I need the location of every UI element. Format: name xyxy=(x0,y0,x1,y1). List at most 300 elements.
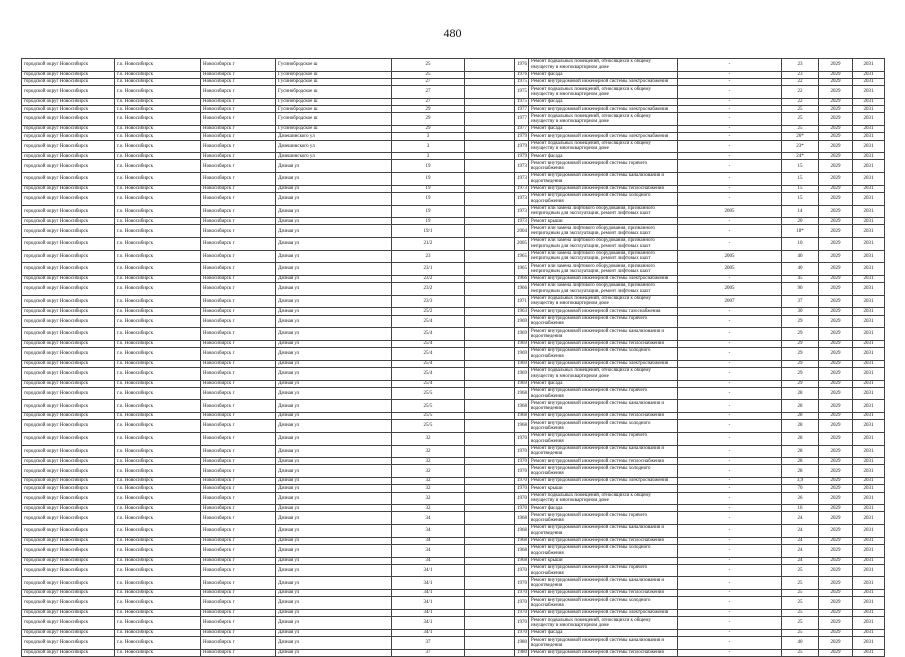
start-year-cell: 2029 xyxy=(819,485,853,492)
district-cell: г.о. Новосибирск xyxy=(115,218,201,225)
last-repair-year-cell: 2005 xyxy=(678,283,782,296)
city-cell: Новосибирск г xyxy=(201,629,276,636)
wear-cell: 22 xyxy=(782,78,819,85)
last-repair-year-cell: - xyxy=(678,557,782,564)
wear-cell: 14 xyxy=(782,205,819,218)
house-number-cell: 25/4 xyxy=(392,315,465,328)
spacer-cell xyxy=(465,238,515,251)
end-year-cell: 2031 xyxy=(853,637,885,650)
district-cell: г.о. Новосибирск xyxy=(115,133,201,140)
wear-cell: 40 xyxy=(782,263,819,276)
district-cell: г.о. Новосибирск xyxy=(115,125,201,132)
work-type-cell: Ремонт внутридомовой инженерной системы канализования и водоотведения xyxy=(529,637,678,650)
street-cell: Гусинобродское ш xyxy=(276,78,392,85)
municipality-cell: городской округ Новосибирск xyxy=(22,420,115,433)
build-year-cell: 1968 xyxy=(515,400,529,413)
wear-cell: 23 xyxy=(782,71,819,78)
work-type-cell: Ремонт фасада xyxy=(529,98,678,105)
table-row xyxy=(22,225,885,238)
wear-cell: 40 xyxy=(782,637,819,650)
build-year-cell: 1968 xyxy=(515,512,529,525)
table-row xyxy=(22,275,885,282)
work-type-cell: Ремонт подвальных помещений, относящихся к общему имуществу в многоквартирном доме xyxy=(529,617,678,630)
table-row xyxy=(22,78,885,85)
municipality-cell: городской округ Новосибирск xyxy=(22,173,115,186)
table-row xyxy=(22,348,885,361)
wear-cell: 15 xyxy=(782,185,819,192)
last-repair-year-cell: - xyxy=(678,458,782,465)
district-cell: г.о. Новосибирск xyxy=(115,367,201,380)
last-repair-year-cell: - xyxy=(678,113,782,126)
municipality-cell: городской округ Новосибирск xyxy=(22,637,115,650)
end-year-cell: 2031 xyxy=(853,492,885,505)
end-year-cell: 2031 xyxy=(853,478,885,485)
street-cell: Гусинобродское ш xyxy=(276,125,392,132)
wear-cell: 23* xyxy=(782,140,819,153)
build-year-cell: 1970 xyxy=(515,445,529,458)
spacer-cell xyxy=(465,413,515,420)
work-type-cell: Ремонт подвальных помещений, относящихся к общему имуществу в многоквартирном доме xyxy=(529,59,678,72)
municipality-cell: городской округ Новосибирск xyxy=(22,283,115,296)
work-type-cell: Ремонт внутридомовой инженерной системы теплоснабжения xyxy=(529,413,678,420)
municipality-cell: городской округ Новосибирск xyxy=(22,597,115,610)
table-row xyxy=(22,465,885,478)
last-repair-year-cell: - xyxy=(678,544,782,557)
work-type-cell: Ремонт фасада xyxy=(529,125,678,132)
wear-cell: 25 xyxy=(782,617,819,630)
house-number-cell: 19 xyxy=(392,192,465,205)
district-cell: г.о. Новосибирск xyxy=(115,458,201,465)
end-year-cell: 2031 xyxy=(853,525,885,538)
work-type-cell: Ремонт крыши xyxy=(529,485,678,492)
city-cell: Новосибирск г xyxy=(201,458,276,465)
build-year-cell: 1965 xyxy=(515,250,529,263)
city-cell: Новосибирск г xyxy=(201,649,276,656)
city-cell: Новосибирск г xyxy=(201,597,276,610)
work-type-cell: Ремонт внутридомовой инженерной системы горячего водоснабжения xyxy=(529,564,678,577)
end-year-cell: 2031 xyxy=(853,544,885,557)
municipality-cell: городской округ Новосибирск xyxy=(22,106,115,113)
build-year-cell: 2004 xyxy=(515,225,529,238)
city-cell: Новосибирск г xyxy=(201,153,276,160)
start-year-cell: 2029 xyxy=(819,98,853,105)
street-cell: Дачная ул xyxy=(276,205,392,218)
build-year-cell: 1969 xyxy=(515,360,529,367)
wear-cell: 28 xyxy=(782,413,819,420)
table-row xyxy=(22,192,885,205)
table-row xyxy=(22,113,885,126)
table-row xyxy=(22,557,885,564)
last-repair-year-cell: - xyxy=(678,238,782,251)
municipality-cell: городской округ Новосибирск xyxy=(22,113,115,126)
start-year-cell: 2029 xyxy=(819,295,853,308)
spacer-cell xyxy=(465,250,515,263)
end-year-cell: 2031 xyxy=(853,160,885,173)
municipality-cell: городской округ Новосибирск xyxy=(22,192,115,205)
spacer-cell xyxy=(465,629,515,636)
street-cell: Гусинобродское ш xyxy=(276,106,392,113)
end-year-cell: 2031 xyxy=(853,173,885,186)
end-year-cell: 2031 xyxy=(853,205,885,218)
last-repair-year-cell: - xyxy=(678,367,782,380)
street-cell: Дачная ул xyxy=(276,328,392,341)
last-repair-year-cell: - xyxy=(678,133,782,140)
work-type-cell: Ремонт фасада xyxy=(529,71,678,78)
street-cell: Дачная ул xyxy=(276,637,392,650)
work-type-cell: Ремонт крыши xyxy=(529,557,678,564)
build-year-cell: 1968 xyxy=(515,537,529,544)
work-type-cell: Ремонт подвальных помещений, относящихся к общему имуществу в многоквартирном доме xyxy=(529,140,678,153)
street-cell: Дачная ул xyxy=(276,308,392,315)
end-year-cell: 2031 xyxy=(853,400,885,413)
municipality-cell: городской округ Новосибирск xyxy=(22,125,115,132)
house-number-cell: 25 xyxy=(392,59,465,72)
street-cell: Дачешинского ул xyxy=(276,153,392,160)
last-repair-year-cell: 2005 xyxy=(678,205,782,218)
wear-cell: 3,9 xyxy=(782,478,819,485)
start-year-cell: 2029 xyxy=(819,512,853,525)
work-type-cell: Ремонт внутридомовой инженерной системы горячего водоснабжения xyxy=(529,315,678,328)
district-cell: г.о. Новосибирск xyxy=(115,360,201,367)
work-type-cell: Ремонт или замена лифтового оборудования, признанного непригодным для эксплуатации, ремонт лифтовых шахт xyxy=(529,283,678,296)
wear-cell: 20 xyxy=(782,218,819,225)
municipality-cell: городской округ Новосибирск xyxy=(22,185,115,192)
build-year-cell: 1970 xyxy=(515,590,529,597)
table-row xyxy=(22,537,885,544)
wear-cell: 28 xyxy=(782,400,819,413)
municipality-cell: городской округ Новосибирск xyxy=(22,238,115,251)
municipality-cell: городской округ Новосибирск xyxy=(22,308,115,315)
house-number-cell: 23/3 xyxy=(392,295,465,308)
last-repair-year-cell: - xyxy=(678,59,782,72)
build-year-cell: 1976 xyxy=(515,59,529,72)
street-cell: Дачная ул xyxy=(276,649,392,656)
house-number-cell: 19 xyxy=(392,173,465,186)
city-cell: Новосибирск г xyxy=(201,537,276,544)
build-year-cell: 1970 xyxy=(515,458,529,465)
last-repair-year-cell: - xyxy=(678,86,782,99)
house-number-cell: 23 xyxy=(392,250,465,263)
start-year-cell: 2029 xyxy=(819,629,853,636)
last-repair-year-cell: - xyxy=(678,420,782,433)
wear-cell: 24 xyxy=(782,544,819,557)
district-cell: г.о. Новосибирск xyxy=(115,525,201,538)
house-number-cell: 34/1 xyxy=(392,617,465,630)
municipality-cell: городской округ Новосибирск xyxy=(22,153,115,160)
start-year-cell: 2029 xyxy=(819,173,853,186)
table-row xyxy=(22,283,885,296)
district-cell: г.о. Новосибирск xyxy=(115,71,201,78)
end-year-cell: 2031 xyxy=(853,557,885,564)
wear-cell: 28 xyxy=(782,420,819,433)
house-number-cell: 34/1 xyxy=(392,629,465,636)
district-cell: г.о. Новосибирск xyxy=(115,160,201,173)
start-year-cell: 2029 xyxy=(819,445,853,458)
spacer-cell xyxy=(465,153,515,160)
wear-cell: 25 xyxy=(782,125,819,132)
street-cell: Дачная ул xyxy=(276,160,392,173)
table-row xyxy=(22,250,885,263)
municipality-cell: городской округ Новосибирск xyxy=(22,512,115,525)
municipality-cell: городской округ Новосибирск xyxy=(22,525,115,538)
work-type-cell: Ремонт внутридомовой инженерной системы холодного водоснабжения xyxy=(529,465,678,478)
start-year-cell: 2029 xyxy=(819,413,853,420)
build-year-cell: 1969 xyxy=(515,367,529,380)
spacer-cell xyxy=(465,485,515,492)
table-row xyxy=(22,445,885,458)
district-cell: г.о. Новосибирск xyxy=(115,295,201,308)
district-cell: г.о. Новосибирск xyxy=(115,564,201,577)
city-cell: Новосибирск г xyxy=(201,133,276,140)
work-type-cell: Ремонт подвальных помещений, относящихся к общему имуществу в многоквартирном доме xyxy=(529,367,678,380)
city-cell: Новосибирск г xyxy=(201,544,276,557)
spacer-cell xyxy=(465,315,515,328)
spacer-cell xyxy=(465,590,515,597)
last-repair-year-cell: - xyxy=(678,505,782,512)
start-year-cell: 2029 xyxy=(819,577,853,590)
district-cell: г.о. Новосибирск xyxy=(115,153,201,160)
last-repair-year-cell: - xyxy=(678,360,782,367)
last-repair-year-cell: - xyxy=(678,340,782,347)
end-year-cell: 2031 xyxy=(853,432,885,445)
spacer-cell xyxy=(465,173,515,186)
district-cell: г.о. Новосибирск xyxy=(115,512,201,525)
table-row xyxy=(22,597,885,610)
end-year-cell: 2031 xyxy=(853,420,885,433)
district-cell: г.о. Новосибирск xyxy=(115,505,201,512)
table-row xyxy=(22,420,885,433)
municipality-cell: городской округ Новосибирск xyxy=(22,478,115,485)
street-cell: Дачная ул xyxy=(276,263,392,276)
spacer-cell xyxy=(465,133,515,140)
house-number-cell: 32 xyxy=(392,478,465,485)
start-year-cell: 2029 xyxy=(819,458,853,465)
last-repair-year-cell: - xyxy=(678,485,782,492)
wear-cell: 16 xyxy=(782,505,819,512)
end-year-cell: 2031 xyxy=(853,98,885,105)
street-cell: Дачная ул xyxy=(276,478,392,485)
city-cell: Новосибирск г xyxy=(201,125,276,132)
last-repair-year-cell: - xyxy=(678,98,782,105)
table-row xyxy=(22,360,885,367)
district-cell: г.о. Новосибирск xyxy=(115,432,201,445)
table-row xyxy=(22,577,885,590)
district-cell: г.о. Новосибирск xyxy=(115,250,201,263)
build-year-cell: 1970 xyxy=(515,577,529,590)
end-year-cell: 2031 xyxy=(853,106,885,113)
city-cell: Новосибирск г xyxy=(201,106,276,113)
last-repair-year-cell: - xyxy=(678,432,782,445)
last-repair-year-cell: - xyxy=(678,71,782,78)
house-number-cell: 25/4 xyxy=(392,367,465,380)
street-cell: Дачная ул xyxy=(276,544,392,557)
work-type-cell: Ремонт или замена лифтового оборудования, признанного непригодным для эксплуатации, ремонт лифтовых шахт xyxy=(529,263,678,276)
spacer-cell xyxy=(465,380,515,387)
wear-cell: 10 xyxy=(782,238,819,251)
city-cell: Новосибирск г xyxy=(201,348,276,361)
build-year-cell: 1968 xyxy=(515,525,529,538)
end-year-cell: 2031 xyxy=(853,505,885,512)
start-year-cell: 2029 xyxy=(819,308,853,315)
end-year-cell: 2031 xyxy=(853,218,885,225)
start-year-cell: 2029 xyxy=(819,609,853,616)
district-cell: г.о. Новосибирск xyxy=(115,597,201,610)
municipality-cell: городской округ Новосибирск xyxy=(22,590,115,597)
last-repair-year-cell: - xyxy=(678,78,782,85)
street-cell: Дачная ул xyxy=(276,192,392,205)
table-row xyxy=(22,458,885,465)
spacer-cell xyxy=(465,360,515,367)
street-cell: Дачная ул xyxy=(276,557,392,564)
end-year-cell: 2031 xyxy=(853,577,885,590)
end-year-cell: 2031 xyxy=(853,308,885,315)
city-cell: Новосибирск г xyxy=(201,505,276,512)
spacer-cell xyxy=(465,432,515,445)
work-type-cell: Ремонт внутридомовой инженерной системы теплоснабжения xyxy=(529,590,678,597)
work-type-cell: Ремонт или замена лифтового оборудования, признанного непригодным для эксплуатации, ремонт лифтовых шахт xyxy=(529,205,678,218)
city-cell: Новосибирск г xyxy=(201,413,276,420)
spacer-cell xyxy=(465,283,515,296)
house-number-cell: 34/1 xyxy=(392,590,465,597)
wear-cell: 24 xyxy=(782,525,819,538)
municipality-cell: городской округ Новосибирск xyxy=(22,328,115,341)
street-cell: Дачная ул xyxy=(276,413,392,420)
house-number-cell: 29 xyxy=(392,113,465,126)
house-number-cell: 23/2 xyxy=(392,283,465,296)
table-row xyxy=(22,328,885,341)
district-cell: г.о. Новосибирск xyxy=(115,113,201,126)
work-type-cell: Ремонт фасада xyxy=(529,629,678,636)
work-type-cell: Ремонт внутридомовой инженерной системы холодного водоснабжения xyxy=(529,192,678,205)
wear-cell: 40 xyxy=(782,250,819,263)
build-year-cell: 1980 xyxy=(515,637,529,650)
spacer-cell xyxy=(465,225,515,238)
build-year-cell: 1977 xyxy=(515,106,529,113)
end-year-cell: 2031 xyxy=(853,295,885,308)
start-year-cell: 2029 xyxy=(819,465,853,478)
last-repair-year-cell: - xyxy=(678,400,782,413)
end-year-cell: 2031 xyxy=(853,78,885,85)
spacer-cell xyxy=(465,609,515,616)
end-year-cell: 2031 xyxy=(853,485,885,492)
start-year-cell: 2029 xyxy=(819,78,853,85)
build-year-cell: 1970 xyxy=(515,629,529,636)
wear-cell: 28 xyxy=(782,387,819,400)
wear-cell: 18* xyxy=(782,225,819,238)
end-year-cell: 2031 xyxy=(853,225,885,238)
street-cell: Дачная ул xyxy=(276,537,392,544)
wear-cell: 28 xyxy=(782,458,819,465)
start-year-cell: 2029 xyxy=(819,557,853,564)
district-cell: г.о. Новосибирск xyxy=(115,98,201,105)
spacer-cell xyxy=(465,458,515,465)
start-year-cell: 2029 xyxy=(819,360,853,367)
work-type-cell: Ремонт внутридомовой инженерной системы теплоснабжения xyxy=(529,537,678,544)
district-cell: г.о. Новосибирск xyxy=(115,225,201,238)
table-row xyxy=(22,512,885,525)
start-year-cell: 2029 xyxy=(819,71,853,78)
municipality-cell: городской округ Новосибирск xyxy=(22,360,115,367)
house-number-cell: 25/2 xyxy=(392,308,465,315)
city-cell: Новосибирск г xyxy=(201,98,276,105)
build-year-cell: 1973 xyxy=(515,185,529,192)
wear-cell: 22 xyxy=(782,86,819,99)
last-repair-year-cell: - xyxy=(678,275,782,282)
last-repair-year-cell: - xyxy=(678,125,782,132)
district-cell: г.о. Новосибирск xyxy=(115,629,201,636)
municipality-cell: городской округ Новосибирск xyxy=(22,205,115,218)
build-year-cell: 1970 xyxy=(515,432,529,445)
municipality-cell: городской округ Новосибирск xyxy=(22,557,115,564)
city-cell: Новосибирск г xyxy=(201,328,276,341)
spacer-cell xyxy=(465,275,515,282)
municipality-cell: городской округ Новосибирск xyxy=(22,250,115,263)
spacer-cell xyxy=(465,649,515,656)
street-cell: Дачная ул xyxy=(276,295,392,308)
last-repair-year-cell: 2007 xyxy=(678,295,782,308)
end-year-cell: 2031 xyxy=(853,360,885,367)
district-cell: г.о. Новосибирск xyxy=(115,420,201,433)
spacer-cell xyxy=(465,308,515,315)
city-cell: Новосибирск г xyxy=(201,577,276,590)
municipality-cell: городской округ Новосибирск xyxy=(22,387,115,400)
district-cell: г.о. Новосибирск xyxy=(115,192,201,205)
build-year-cell: 1968 xyxy=(515,387,529,400)
house-number-cell: 3 xyxy=(392,153,465,160)
wear-cell: 25 xyxy=(782,629,819,636)
start-year-cell: 2029 xyxy=(819,275,853,282)
municipality-cell: городской округ Новосибирск xyxy=(22,78,115,85)
table-row xyxy=(22,564,885,577)
city-cell: Новосибирск г xyxy=(201,308,276,315)
street-cell: Дачная ул xyxy=(276,492,392,505)
spacer-cell xyxy=(465,71,515,78)
end-year-cell: 2031 xyxy=(853,192,885,205)
build-year-cell: 1970 xyxy=(515,478,529,485)
last-repair-year-cell: - xyxy=(678,649,782,656)
wear-cell: 15 xyxy=(782,173,819,186)
table-row xyxy=(22,98,885,105)
build-year-cell: 1973 xyxy=(515,192,529,205)
house-number-cell: 23/1 xyxy=(392,263,465,276)
house-number-cell: 37 xyxy=(392,649,465,656)
street-cell: Дачная ул xyxy=(276,173,392,186)
work-type-cell: Ремонт внутридомовой инженерной системы горячего водоснабжения xyxy=(529,512,678,525)
start-year-cell: 2029 xyxy=(819,160,853,173)
start-year-cell: 2029 xyxy=(819,225,853,238)
spacer-cell xyxy=(465,478,515,485)
spacer-cell xyxy=(465,125,515,132)
city-cell: Новосибирск г xyxy=(201,400,276,413)
start-year-cell: 2029 xyxy=(819,387,853,400)
spacer-cell xyxy=(465,512,515,525)
city-cell: Новосибирск г xyxy=(201,525,276,538)
city-cell: Новосибирск г xyxy=(201,113,276,126)
end-year-cell: 2031 xyxy=(853,140,885,153)
last-repair-year-cell: - xyxy=(678,173,782,186)
table-row xyxy=(22,590,885,597)
end-year-cell: 2031 xyxy=(853,71,885,78)
spacer-cell xyxy=(465,577,515,590)
build-year-cell: 1973 xyxy=(515,205,529,218)
city-cell: Новосибирск г xyxy=(201,617,276,630)
wear-cell: 24 xyxy=(782,537,819,544)
wear-cell: 29 xyxy=(782,348,819,361)
build-year-cell: 1973 xyxy=(515,173,529,186)
wear-cell: 30 xyxy=(782,308,819,315)
spacer-cell xyxy=(465,295,515,308)
start-year-cell: 2029 xyxy=(819,106,853,113)
